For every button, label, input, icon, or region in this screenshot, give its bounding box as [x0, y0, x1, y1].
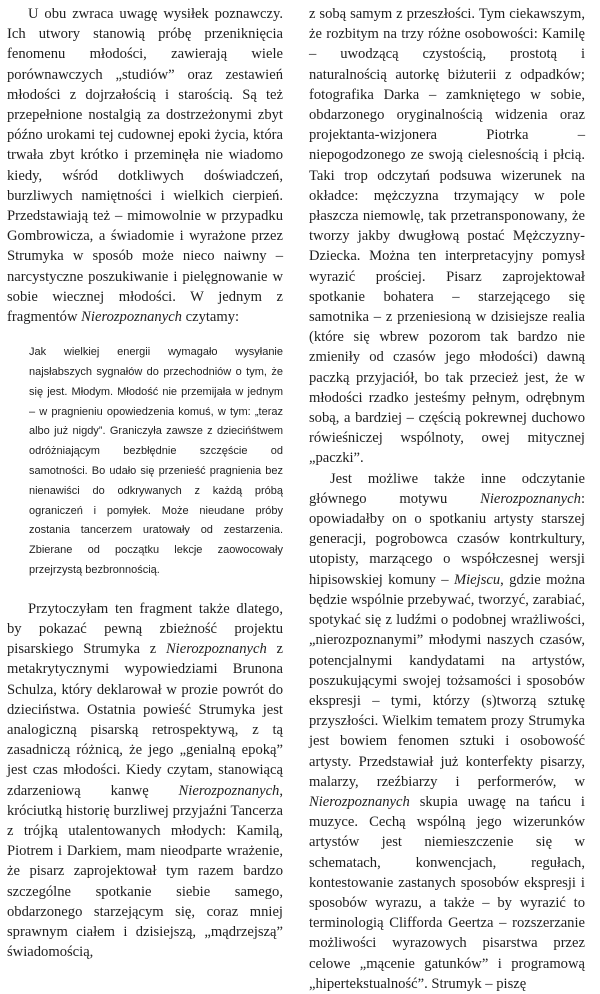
- left-column: [7, 4, 283, 962]
- book-title: Nierozpoznanych: [165, 641, 267, 658]
- paragraph: Przytoczyłam ten fragment także dlatego, by pokazać pewną zbieżność projektu pisarskiego Strumyka z Nierozpoznanych z metakrytycznymi wypowiedziami Brunona Schulza, który deklarował w prozie powrót do dzieciństwa. Ostatnia powieść Strumyka jest analogiczną pisarską retrospektywą, z tą zasadniczą różnicą, że jego „genialną epoką” jest czas młodości. Kiedy czytam, stanowiącą zdarzeniową kanwę Nierozpoznanych, króciutką historię burzliwej przyjaźni Tancerza z trójką utalentowanych młodych: Kamilą, Piotrem i Darkiem, mam nieodparte wrażenie, że pisarz zaprojektował tym razem bardzo szczególne spotkanie siebie samego, obdarzonego starzejącym się, coraz mniej sprawnym ciałem i dzisiejszą, „mądrzejszą” świadomością,: [7, 600, 283, 961]
- place-name: Miejscu: [453, 571, 501, 588]
- book-title: Nierozpoznanych: [81, 309, 182, 326]
- book-title: Nierozpoznanych: [480, 490, 581, 507]
- book-title: Nierozpoznanych: [309, 793, 410, 810]
- quote-text: Jak wielkiej energii wymagało wysyłanie najsłabszych sygnałów do przechodniów o tym, że się jest. Młodym. Młodość nie przemijała w jednym – w pragnieniu opowiedzenia komuś, w tym: „teraz albo już nigdy”. Graniczyła zawsze z dziecińśtwem odróżniającym bezbłędnie szczęście od samotności. Bo udało się przenieść pragnienia bez nienawiści do odkrywanych z każdą próbą ograniczeń i pomyłek. Może nieudane próby zostania tancerzem uratowały od zestarzenia. Zbierane od początku lekcje zaowocowały przejrzystą bezbronnością.: [29, 346, 283, 577]
- paragraph-continued: z sobą samym z przeszłości. Tym ciekawszym, że rozbitym na trzy różne osobowości: Kamilę – uwodzącą czystością, prostotą i naturalnością autorkę biżuterii z odpadków; fotografika Darka – zamkniętego w sobie, obdarzonego oryginalnością widzenia oraz projektanta-wizjonera Piotrka – niepogodzonego ze swoją cielesnością i płcią. Taki trop odczytań podsuwa wizerunek na okładce: mężczyzna trzymający w pole płaszcza niemowlę, tak przetransponowany, że tworzy jakby dwugłową postać Mężczyzny-Dziecka. Można ten interpretacyjny pomysł wyrazić prościej. Pisarz zaprojektował spotkanie bohatera – starzejącego się samotnika – z przeniesioną w dzisiejsze realia (które się wbrew pozorom tak bardzo nie zmieniły od czasów jego młodości) dawną paczką przyjaciół, bo tak przecież jest, że w młodości rzadko jesteśmy pełnym, odrębnym sobą, a bardziej – częścią pokrewnej duchowo rówieśniczej wspólnoty, owej mitycznej „paczki”.: [309, 6, 585, 467]
- paragraph: Jest możliwe także inne odczytanie głównego motywu Nierozpoznanych: opowiadałby on o spotkaniu artysty starszej generacji, pogrobowca czasów kontrkultury, utopisty, marzącego o współczesnej wersji hipisowskiej komuny – Miejscu, gdzie można będzie wspólnie przebywać, tworzyć, zarabiać, spotykać się z ludźmi o podobnej wrażliwości, „nierozpoznanymi” młodymi naszych czasów, potencjalnymi kandydatami na artystów, poszukującymi swojej tożsamości i sposobów ekspresji – tymi, którzy (s)tworzą sztukę przyszłości. Wielkim tematem prozy Strumyka jest bowiem fenomen sztuki i osobowość artysty. Przedstawiał już konterfekty pisarzy, malarzy, rzeźbiarzy i performerów, w Nierozpoznanych skupia uwagę na tańcu i muzyce. Cechą wspólną jego wizerunków artystów jest niemieszczenie się w schematach, konwencjach, regułach, kontestowanie zastanych sposobów ekspresji i sposobów wyrazu, a także – by wyrazić to terminologią Clifforda Geertza – rozszerzanie możliwości wyrazowych pisarstwa przez celowe „mącenie gatunków” i programową „hipertekstualność”. Strumyk – piszę: [309, 470, 585, 992]
- block-quote: [7, 343, 283, 581]
- paragraph: U obu zwraca uwagę wysiłek poznawczy. Ich utwory stanowią próbę przeniknięcia fenomenu młodości, zawierają wiele porównawczych „studiów” oraz zestawień młodości z dojrzałością i starością. Są też przepełnione nostalgią za dostrzeżonymi zbyt późno urokami tej cudownej epoki życia, która trwała zbyt krótko i przeminęła nie wiadomo kiedy, wśród dotkliwych doświadczeń, burzliwych namiętności i wielkich cierpień. Przedstawiają też – mimowolnie w przypadku Gombrowicza, a świadomie i wyrażone przez Strumyka w sposób może nieco naiwny – narcystyczne poszukiwanie i pielęgnowanie w sobie wiecznej młodości. W jednym z fragmentów Nierozpoznanych czytamy:: [7, 6, 283, 326]
- right-column: [309, 4, 585, 994]
- book-title: Nierozpoznanych: [178, 782, 280, 799]
